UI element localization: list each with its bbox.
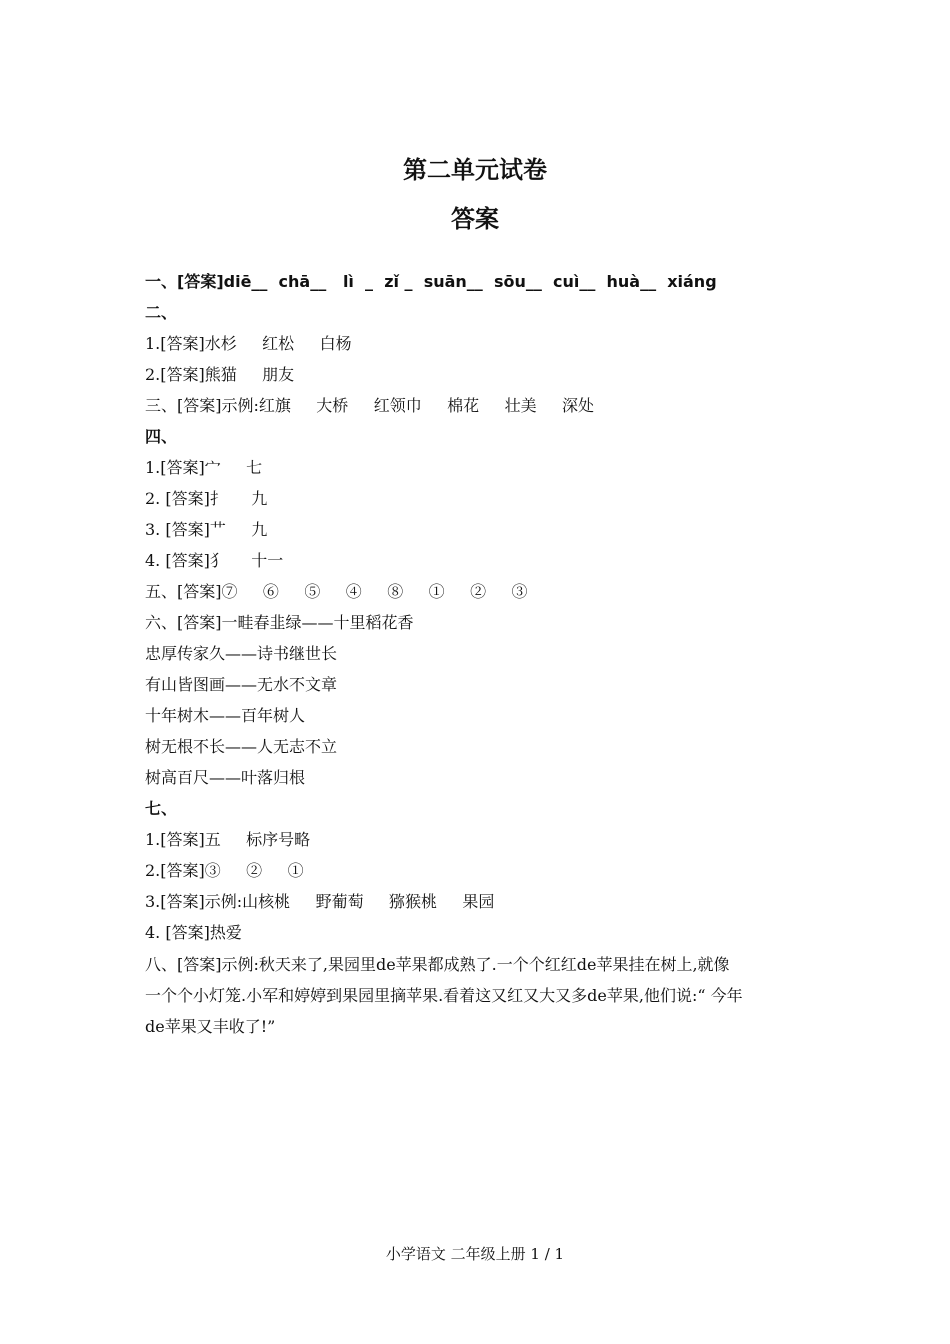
page-subtitle: 答案 [451,205,499,233]
answer-line-2-1: 1.[答案]水杉 红松 白杨 [145,334,352,353]
answer-line-4-3: 3. [答案]艹 九 [145,520,268,539]
answer-line-7-3: 3.[答案]示例:山核桃 野葡萄 猕猴桃 果园 [145,892,495,911]
section-4-heading: 四、 [145,427,178,446]
answer-line-5: 五、[答案]⑦ ⑥ ⑤ ④ ⑧ ① ② ③ [145,582,528,601]
answer-line-6-2: 忠厚传家久——诗书继世长 [145,644,338,663]
answer-line-8-1: 八、[答案]示例:秋天来了,果园里de苹果都成熟了.一个个红红de苹果挂在树上,就像 [145,955,730,974]
answer-line-2-2: 2.[答案]熊猫 朋友 [145,365,295,384]
section-7-heading: 七、 [145,799,178,818]
answer-line-1: 一、[答案]diē__ chā__ lì _ zǐ _ suān__ sōu__ cuì__ huà__ xiáng [145,272,717,291]
answer-line-6: 六、[答案]一畦春韭绿——十里稻花香 [145,613,414,632]
answer-line-7-4: 4. [答案]热爱 [145,923,242,942]
answer-line-4-4: 4. [答案]犭 十一 [145,551,284,570]
answer-line-4-1: 1.[答案]宀 七 [145,458,263,477]
answer-line-6-3: 有山皆图画——无水不文章 [145,675,338,694]
answer-line-8-3: de苹果又丰收了!” [145,1017,276,1036]
answer-line-8-2: 一个个小灯笼.小军和婷婷到果园里摘苹果.看着这又红又大又多de苹果,他们说:“ 今年 [145,986,743,1005]
page-footer: 小学语文 二年级上册 1 / 1 [385,1245,565,1263]
page-title: 第二单元试卷 [403,156,547,184]
answer-line-6-4: 十年树木——百年树人 [145,706,306,725]
answer-line-7-2: 2.[答案]③ ② ① [145,861,304,880]
answer-line-3: 三、[答案]示例:红旗 大桥 红领巾 棉花 壮美 深处 [145,396,595,415]
section-2-heading: 二、 [145,303,178,322]
answer-line-6-5: 树无根不长——人无志不立 [145,737,338,756]
answer-line-7-1: 1.[答案]五 标序号略 [145,830,311,849]
answer-line-6-6: 树高百尺——叶落归根 [145,768,306,787]
answer-line-4-2: 2. [答案]扌 九 [145,489,268,508]
